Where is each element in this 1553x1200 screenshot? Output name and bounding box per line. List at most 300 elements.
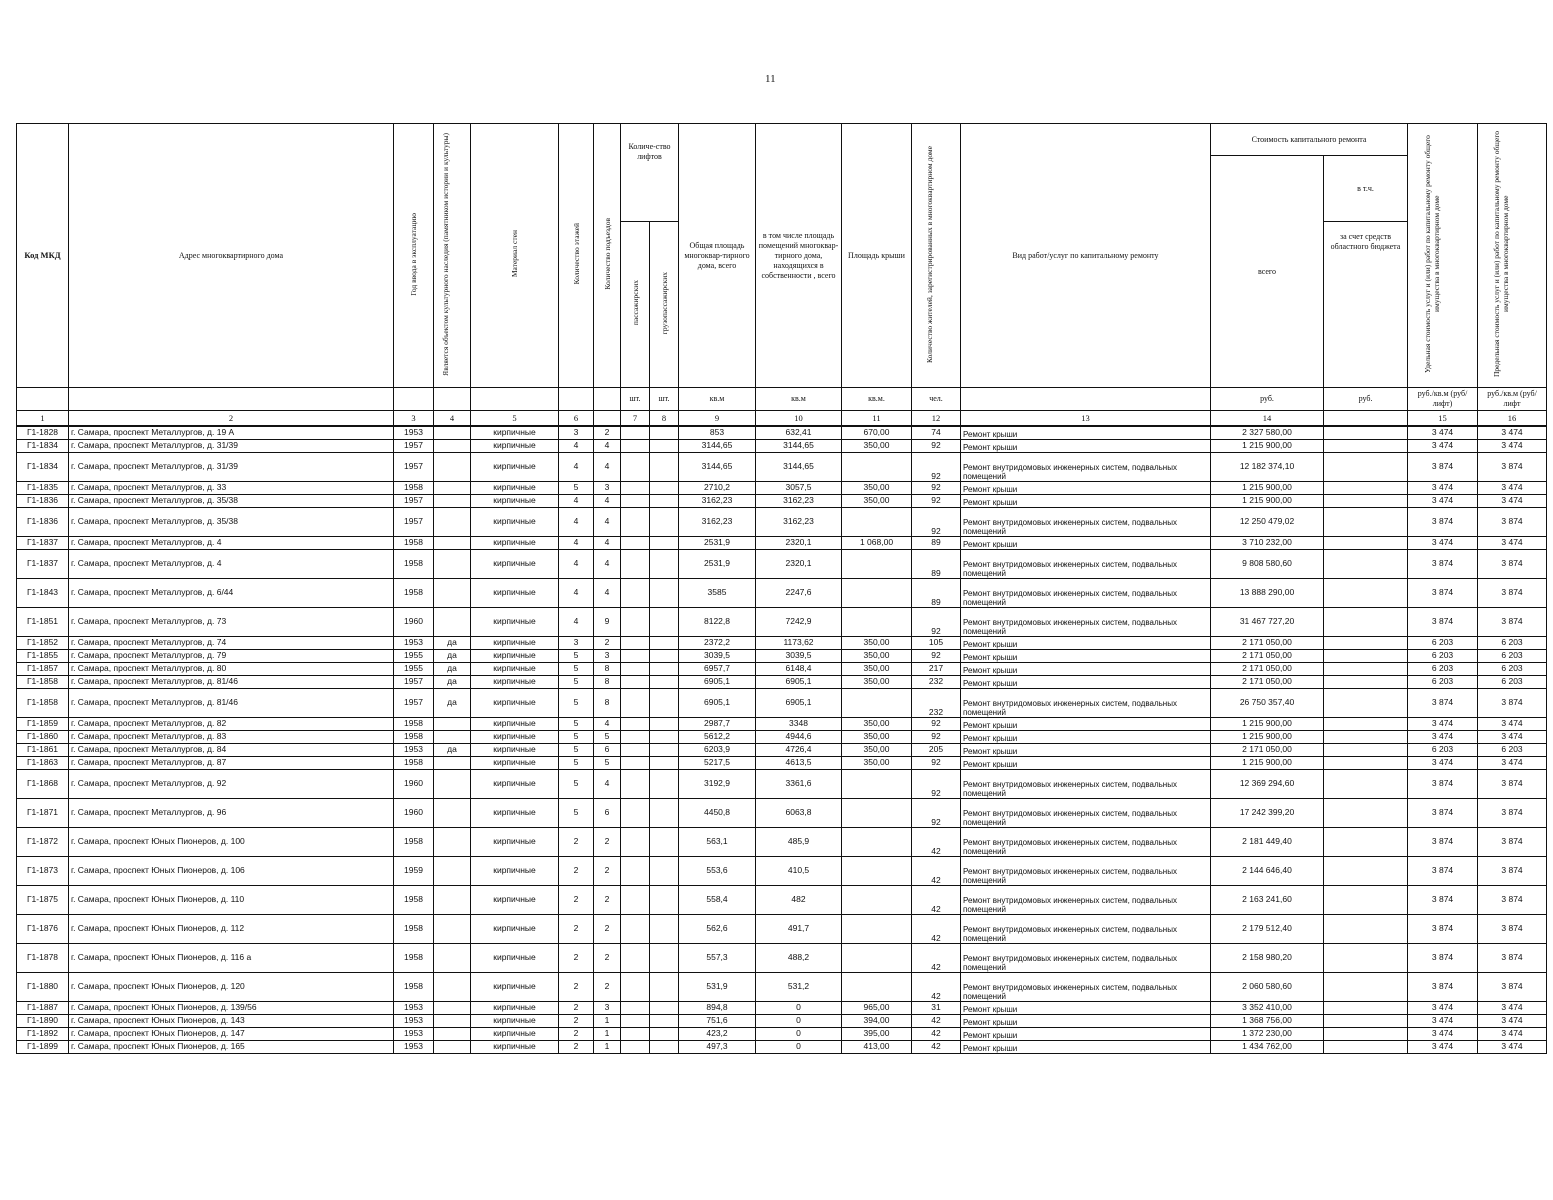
cell-cost-total: 1 215 900,00 bbox=[1211, 482, 1324, 495]
unit-rub: руб. bbox=[1324, 388, 1408, 411]
cell-code: Г1-1852 bbox=[17, 637, 69, 650]
cell-residents: 42 bbox=[912, 1028, 961, 1041]
header-year: Год ввода в эксплуатацию bbox=[394, 124, 434, 388]
cell-year: 1960 bbox=[394, 799, 434, 828]
unit-pcs: шт. bbox=[621, 388, 650, 411]
cell-floors: 2 bbox=[559, 1002, 594, 1015]
cell-unit-cost: 3 874 bbox=[1408, 944, 1478, 973]
cell-cost-total: 2 327 580,00 bbox=[1211, 426, 1324, 440]
header-roof-area: Площадь крыши bbox=[842, 124, 912, 388]
cell-residents: 217 bbox=[912, 663, 961, 676]
cell-roof-area bbox=[842, 915, 912, 944]
header-code: Код МКД bbox=[17, 124, 69, 388]
cell-entrances: 6 bbox=[594, 799, 621, 828]
cell-limit-cost: 3 474 bbox=[1478, 482, 1547, 495]
cell-work-type: Ремонт крыши bbox=[961, 1041, 1211, 1054]
cell-cost-regional bbox=[1324, 718, 1408, 731]
cell-residents: 92 bbox=[912, 650, 961, 663]
cell-residents: 105 bbox=[912, 637, 961, 650]
cell-roof-area bbox=[842, 508, 912, 537]
cell-material: кирпичные bbox=[471, 1002, 559, 1015]
cell-roof-area: 394,00 bbox=[842, 1015, 912, 1028]
cell-cost-regional bbox=[1324, 676, 1408, 689]
header-residents: Количество жителей, зарегистрированных в многоквартирном доме bbox=[912, 124, 961, 388]
cell-floors: 4 bbox=[559, 508, 594, 537]
cell-area-owned: 3144,65 bbox=[756, 453, 842, 482]
cell-cost-regional bbox=[1324, 757, 1408, 770]
cell-unit-cost: 3 874 bbox=[1408, 550, 1478, 579]
cell-lifts-cargo bbox=[650, 650, 679, 663]
cell-cost-regional bbox=[1324, 1015, 1408, 1028]
cell-year: 1960 bbox=[394, 770, 434, 799]
cell-residents: 74 bbox=[912, 426, 961, 440]
cell-unit-cost: 3 874 bbox=[1408, 799, 1478, 828]
table-row bbox=[17, 650, 1547, 663]
cell-material: кирпичные bbox=[471, 1028, 559, 1041]
cell-cost-regional bbox=[1324, 495, 1408, 508]
cell-unit-cost: 3 474 bbox=[1408, 426, 1478, 440]
cell-year: 1957 bbox=[394, 689, 434, 718]
cell-lifts-passenger bbox=[621, 550, 650, 579]
table-row bbox=[17, 579, 1547, 608]
cell-floors: 3 bbox=[559, 426, 594, 440]
cell-roof-area: 350,00 bbox=[842, 650, 912, 663]
cell-entrances: 2 bbox=[594, 828, 621, 857]
table-row bbox=[17, 550, 1547, 579]
cell-roof-area bbox=[842, 689, 912, 718]
cell-lifts-passenger bbox=[621, 453, 650, 482]
column-number: 2 bbox=[69, 411, 394, 427]
cell-lifts-passenger bbox=[621, 744, 650, 757]
cell-roof-area bbox=[842, 770, 912, 799]
cell-floors: 4 bbox=[559, 440, 594, 453]
cell-residents: 92 bbox=[912, 608, 961, 637]
cell-address: г. Самара, проспект Металлургов, д. 83 bbox=[69, 731, 394, 744]
cell-address: г. Самара, проспект Металлургов, д. 92 bbox=[69, 770, 394, 799]
cell-heritage bbox=[434, 453, 471, 482]
cell-material: кирпичные bbox=[471, 663, 559, 676]
cell-lifts-cargo bbox=[650, 495, 679, 508]
cell-heritage: да bbox=[434, 637, 471, 650]
table-row bbox=[17, 757, 1547, 770]
column-number: 11 bbox=[842, 411, 912, 427]
cell-area-owned: 4726,4 bbox=[756, 744, 842, 757]
table-row bbox=[17, 453, 1547, 482]
cell-address: г. Самара, проспект Юных Пионеров, д. 116 а bbox=[69, 944, 394, 973]
cell-area-owned: 0 bbox=[756, 1028, 842, 1041]
cell-code: Г1-1887 bbox=[17, 1002, 69, 1015]
header-lifts-cargo: грузопассажирских bbox=[650, 222, 679, 388]
cell-unit-cost: 3 474 bbox=[1408, 731, 1478, 744]
cell-code: Г1-1855 bbox=[17, 650, 69, 663]
cell-floors: 5 bbox=[559, 689, 594, 718]
cell-area-owned: 6905,1 bbox=[756, 689, 842, 718]
cell-roof-area: 350,00 bbox=[842, 757, 912, 770]
cell-roof-area bbox=[842, 886, 912, 915]
cell-cost-total: 31 467 727,20 bbox=[1211, 608, 1324, 637]
cell-address: г. Самара, проспект Металлургов, д. 74 bbox=[69, 637, 394, 650]
cell-lifts-cargo bbox=[650, 579, 679, 608]
cell-roof-area: 350,00 bbox=[842, 744, 912, 757]
cell-unit-cost: 3 874 bbox=[1408, 915, 1478, 944]
cell-material: кирпичные bbox=[471, 508, 559, 537]
cell-limit-cost: 3 874 bbox=[1478, 944, 1547, 973]
cell-unit-cost: 3 474 bbox=[1408, 1015, 1478, 1028]
cell-roof-area: 350,00 bbox=[842, 495, 912, 508]
cell-heritage: да bbox=[434, 650, 471, 663]
table-row bbox=[17, 886, 1547, 915]
cell-area-total: 6203,9 bbox=[679, 744, 756, 757]
cell-address: г. Самара, проспект Металлургов, д. 35/38 bbox=[69, 495, 394, 508]
table-row bbox=[17, 608, 1547, 637]
cell-floors: 2 bbox=[559, 1041, 594, 1054]
cell-lifts-passenger bbox=[621, 1028, 650, 1041]
cell-area-total: 553,6 bbox=[679, 857, 756, 886]
cell-heritage bbox=[434, 1028, 471, 1041]
cell-cost-regional bbox=[1324, 637, 1408, 650]
cell-floors: 5 bbox=[559, 663, 594, 676]
cell-material: кирпичные bbox=[471, 650, 559, 663]
table-row bbox=[17, 676, 1547, 689]
cell-residents: 42 bbox=[912, 857, 961, 886]
cell-unit-cost: 6 203 bbox=[1408, 676, 1478, 689]
cell-cost-regional bbox=[1324, 440, 1408, 453]
cell-area-owned: 6905,1 bbox=[756, 676, 842, 689]
cell-year: 1957 bbox=[394, 453, 434, 482]
cell-address: г. Самара, проспект Юных Пионеров, д. 112 bbox=[69, 915, 394, 944]
cell-cost-regional bbox=[1324, 1028, 1408, 1041]
cell-entrances: 4 bbox=[594, 579, 621, 608]
cell-address: г. Самара, проспект Металлургов, д. 33 bbox=[69, 482, 394, 495]
cell-floors: 5 bbox=[559, 770, 594, 799]
cell-area-owned: 4944,6 bbox=[756, 731, 842, 744]
cell-work-type: Ремонт крыши bbox=[961, 663, 1211, 676]
cell-cost-total: 1 215 900,00 bbox=[1211, 757, 1324, 770]
cell-year: 1958 bbox=[394, 944, 434, 973]
header-cost-incl: в т.ч. bbox=[1324, 156, 1408, 222]
cell-residents: 232 bbox=[912, 689, 961, 718]
table-row bbox=[17, 973, 1547, 1002]
cell-area-owned: 485,9 bbox=[756, 828, 842, 857]
cell-limit-cost: 3 474 bbox=[1478, 718, 1547, 731]
cell-cost-regional bbox=[1324, 1041, 1408, 1054]
cell-area-total: 2531,9 bbox=[679, 550, 756, 579]
cell-address: г. Самара, проспект Металлургов, д. 19 А bbox=[69, 426, 394, 440]
header-cost-regional: за счет средств областного бюджета bbox=[1324, 222, 1408, 388]
cell-roof-area bbox=[842, 550, 912, 579]
cell-limit-cost: 3 474 bbox=[1478, 495, 1547, 508]
cell-work-type: Ремонт крыши bbox=[961, 482, 1211, 495]
cell-floors: 2 bbox=[559, 828, 594, 857]
unit-rub-m2: руб./кв.м (руб/лифт) bbox=[1408, 388, 1478, 411]
cell-area-total: 3162,23 bbox=[679, 495, 756, 508]
cell-entrances: 4 bbox=[594, 453, 621, 482]
cell-code: Г1-1876 bbox=[17, 915, 69, 944]
cell-area-total: 562,6 bbox=[679, 915, 756, 944]
cell-limit-cost: 3 874 bbox=[1478, 828, 1547, 857]
cell-entrances: 4 bbox=[594, 550, 621, 579]
cell-material: кирпичные bbox=[471, 744, 559, 757]
cell-area-total: 8122,8 bbox=[679, 608, 756, 637]
column-number: 3 bbox=[394, 411, 434, 427]
column-number: 15 bbox=[1408, 411, 1478, 427]
table-row bbox=[17, 537, 1547, 550]
cell-year: 1958 bbox=[394, 550, 434, 579]
column-number: 6 bbox=[559, 411, 594, 427]
cell-work-type: Ремонт внутридомовых инженерных систем, подвальных помещений bbox=[961, 550, 1211, 579]
cell-address: г. Самара, проспект Юных Пионеров, д. 106 bbox=[69, 857, 394, 886]
cell-residents: 92 bbox=[912, 453, 961, 482]
cell-cost-total: 3 710 232,00 bbox=[1211, 537, 1324, 550]
cell-lifts-cargo bbox=[650, 718, 679, 731]
unit-rub: руб. bbox=[1211, 388, 1324, 411]
cell-lifts-cargo bbox=[650, 886, 679, 915]
cell-area-total: 558,4 bbox=[679, 886, 756, 915]
cell-address: г. Самара, проспект Юных Пионеров, д. 165 bbox=[69, 1041, 394, 1054]
cell-year: 1955 bbox=[394, 663, 434, 676]
cell-year: 1953 bbox=[394, 426, 434, 440]
cell-residents: 92 bbox=[912, 731, 961, 744]
cell-cost-total: 9 808 580,60 bbox=[1211, 550, 1324, 579]
cell-unit-cost: 3 474 bbox=[1408, 537, 1478, 550]
cell-roof-area: 413,00 bbox=[842, 1041, 912, 1054]
cell-limit-cost: 3 874 bbox=[1478, 453, 1547, 482]
cell-work-type: Ремонт крыши bbox=[961, 731, 1211, 744]
cell-lifts-passenger bbox=[621, 799, 650, 828]
header-area-total: Общая площадь многоквар-тирного дома, всего bbox=[679, 124, 756, 388]
cell-work-type: Ремонт внутридомовых инженерных систем, подвальных помещений bbox=[961, 915, 1211, 944]
header-cost-total: всего bbox=[1211, 156, 1324, 388]
cell-cost-total: 2 171 050,00 bbox=[1211, 637, 1324, 650]
header-heritage: Является объектом культурного наследия (памятником истории и культуры) bbox=[434, 124, 471, 388]
cell-cost-total: 12 369 294,60 bbox=[1211, 770, 1324, 799]
cell-cost-regional bbox=[1324, 857, 1408, 886]
cell-floors: 2 bbox=[559, 973, 594, 1002]
cell-unit-cost: 6 203 bbox=[1408, 650, 1478, 663]
table-row bbox=[17, 731, 1547, 744]
cell-floors: 2 bbox=[559, 1015, 594, 1028]
cell-year: 1958 bbox=[394, 579, 434, 608]
cell-roof-area bbox=[842, 608, 912, 637]
cell-limit-cost: 3 874 bbox=[1478, 973, 1547, 1002]
cell-lifts-cargo bbox=[650, 453, 679, 482]
cell-year: 1953 bbox=[394, 744, 434, 757]
cell-code: Г1-1899 bbox=[17, 1041, 69, 1054]
cell-lifts-passenger bbox=[621, 637, 650, 650]
cell-code: Г1-1857 bbox=[17, 663, 69, 676]
cell-work-type: Ремонт внутридомовых инженерных систем, подвальных помещений bbox=[961, 770, 1211, 799]
cell-cost-total: 26 750 357,40 bbox=[1211, 689, 1324, 718]
cell-cost-total: 1 215 900,00 bbox=[1211, 440, 1324, 453]
cell-lifts-cargo bbox=[650, 1041, 679, 1054]
cell-unit-cost: 3 874 bbox=[1408, 828, 1478, 857]
cell-residents: 92 bbox=[912, 495, 961, 508]
cell-roof-area: 350,00 bbox=[842, 676, 912, 689]
cell-heritage bbox=[434, 857, 471, 886]
cell-lifts-passenger bbox=[621, 440, 650, 453]
cell-address: г. Самара, проспект Металлургов, д. 79 bbox=[69, 650, 394, 663]
cell-roof-area: 350,00 bbox=[842, 718, 912, 731]
cell-limit-cost: 3 474 bbox=[1478, 1028, 1547, 1041]
cell-cost-total: 1 215 900,00 bbox=[1211, 718, 1324, 731]
cell-material: кирпичные bbox=[471, 731, 559, 744]
cell-material: кирпичные bbox=[471, 757, 559, 770]
cell-lifts-cargo bbox=[650, 1002, 679, 1015]
cell-lifts-cargo bbox=[650, 426, 679, 440]
cell-lifts-cargo bbox=[650, 1028, 679, 1041]
cell-work-type: Ремонт крыши bbox=[961, 1028, 1211, 1041]
cell-work-type: Ремонт крыши bbox=[961, 757, 1211, 770]
cell-heritage bbox=[434, 731, 471, 744]
header-lifts: Количе-ство лифтов bbox=[621, 124, 679, 222]
cell-work-type: Ремонт внутридомовых инженерных систем, подвальных помещений bbox=[961, 579, 1211, 608]
cell-floors: 2 bbox=[559, 886, 594, 915]
cell-cost-total: 2 163 241,60 bbox=[1211, 886, 1324, 915]
cell-heritage bbox=[434, 1015, 471, 1028]
cell-material: кирпичные bbox=[471, 426, 559, 440]
cell-cost-total: 1 434 762,00 bbox=[1211, 1041, 1324, 1054]
cell-year: 1957 bbox=[394, 440, 434, 453]
cell-area-total: 2531,9 bbox=[679, 537, 756, 550]
header-unit-cost: Удельная стоимость услуг и (или) работ по капитальному ремонту общего имущества в многоквартирном доме bbox=[1408, 124, 1478, 388]
table-row bbox=[17, 915, 1547, 944]
cell-heritage bbox=[434, 608, 471, 637]
cell-residents: 42 bbox=[912, 915, 961, 944]
cell-roof-area: 350,00 bbox=[842, 482, 912, 495]
cell-roof-area bbox=[842, 453, 912, 482]
cell-heritage: да bbox=[434, 676, 471, 689]
cell-cost-regional bbox=[1324, 973, 1408, 1002]
cell-cost-total: 2 171 050,00 bbox=[1211, 663, 1324, 676]
header-cost: Стоимость капитального ремонта bbox=[1211, 124, 1408, 156]
cell-work-type: Ремонт внутридомовых инженерных систем, подвальных помещений bbox=[961, 886, 1211, 915]
cell-year: 1958 bbox=[394, 757, 434, 770]
cell-address: г. Самара, проспект Металлургов, д. 73 bbox=[69, 608, 394, 637]
cell-unit-cost: 3 474 bbox=[1408, 482, 1478, 495]
cell-cost-regional bbox=[1324, 453, 1408, 482]
cell-entrances: 2 bbox=[594, 973, 621, 1002]
cell-code: Г1-1835 bbox=[17, 482, 69, 495]
cell-cost-regional bbox=[1324, 799, 1408, 828]
cell-cost-total: 2 179 512,40 bbox=[1211, 915, 1324, 944]
cell-area-owned: 3039,5 bbox=[756, 650, 842, 663]
cell-work-type: Ремонт крыши bbox=[961, 1015, 1211, 1028]
header-work-type: Вид работ/услуг по капитальному ремонту bbox=[961, 124, 1211, 388]
cell-address: г. Самара, проспект Металлургов, д. 82 bbox=[69, 718, 394, 731]
cell-residents: 42 bbox=[912, 973, 961, 1002]
cell-floors: 5 bbox=[559, 757, 594, 770]
cell-material: кирпичные bbox=[471, 676, 559, 689]
cell-area-owned: 6148,4 bbox=[756, 663, 842, 676]
cell-floors: 2 bbox=[559, 857, 594, 886]
cell-address: г. Самара, проспект Металлургов, д. 4 bbox=[69, 537, 394, 550]
table-row bbox=[17, 1028, 1547, 1041]
cell-code: Г1-1836 bbox=[17, 495, 69, 508]
cell-residents: 92 bbox=[912, 770, 961, 799]
table-row bbox=[17, 663, 1547, 676]
cell-area-total: 2987,7 bbox=[679, 718, 756, 731]
cell-heritage: да bbox=[434, 689, 471, 718]
cell-heritage bbox=[434, 1002, 471, 1015]
cell-lifts-cargo bbox=[650, 770, 679, 799]
cell-limit-cost: 3 874 bbox=[1478, 608, 1547, 637]
cell-lifts-passenger bbox=[621, 608, 650, 637]
cell-lifts-cargo bbox=[650, 663, 679, 676]
cell-material: кирпичные bbox=[471, 886, 559, 915]
unit-rub-m2: руб./кв.м (руб/лифт bbox=[1478, 388, 1547, 411]
cell-year: 1958 bbox=[394, 828, 434, 857]
cell-year: 1953 bbox=[394, 1015, 434, 1028]
cell-cost-regional bbox=[1324, 689, 1408, 718]
cell-lifts-passenger bbox=[621, 757, 650, 770]
cell-material: кирпичные bbox=[471, 579, 559, 608]
cell-unit-cost: 6 203 bbox=[1408, 663, 1478, 676]
cell-residents: 42 bbox=[912, 944, 961, 973]
cell-area-total: 2710,2 bbox=[679, 482, 756, 495]
cell-lifts-cargo bbox=[650, 744, 679, 757]
cell-address: г. Самара, проспект Юных Пионеров, д. 147 bbox=[69, 1028, 394, 1041]
table-row bbox=[17, 689, 1547, 718]
cell-limit-cost: 3 874 bbox=[1478, 508, 1547, 537]
cell-limit-cost: 3 874 bbox=[1478, 857, 1547, 886]
cell-roof-area bbox=[842, 828, 912, 857]
cell-work-type: Ремонт крыши bbox=[961, 495, 1211, 508]
cell-residents: 42 bbox=[912, 828, 961, 857]
cell-floors: 5 bbox=[559, 482, 594, 495]
cell-roof-area bbox=[842, 857, 912, 886]
cell-limit-cost: 3 474 bbox=[1478, 1041, 1547, 1054]
cell-lifts-passenger bbox=[621, 770, 650, 799]
cell-heritage: да bbox=[434, 744, 471, 757]
cell-code: Г1-1843 bbox=[17, 579, 69, 608]
cell-heritage bbox=[434, 973, 471, 1002]
cell-entrances: 4 bbox=[594, 718, 621, 731]
cell-material: кирпичные bbox=[471, 440, 559, 453]
cell-year: 1958 bbox=[394, 731, 434, 744]
cell-entrances: 5 bbox=[594, 757, 621, 770]
cell-code: Г1-1837 bbox=[17, 550, 69, 579]
cell-lifts-passenger bbox=[621, 689, 650, 718]
cell-cost-regional bbox=[1324, 426, 1408, 440]
cell-area-total: 3585 bbox=[679, 579, 756, 608]
cell-cost-total: 12 182 374,10 bbox=[1211, 453, 1324, 482]
cell-lifts-passenger bbox=[621, 676, 650, 689]
cell-year: 1958 bbox=[394, 886, 434, 915]
cell-lifts-cargo bbox=[650, 508, 679, 537]
cell-area-total: 3039,5 bbox=[679, 650, 756, 663]
cell-lifts-passenger bbox=[621, 718, 650, 731]
table-row bbox=[17, 440, 1547, 453]
cell-lifts-passenger bbox=[621, 1041, 650, 1054]
header-address: Адрес многоквартирного дома bbox=[69, 124, 394, 388]
table-row bbox=[17, 1041, 1547, 1054]
cell-lifts-cargo bbox=[650, 857, 679, 886]
cell-work-type: Ремонт крыши bbox=[961, 744, 1211, 757]
cell-unit-cost: 3 874 bbox=[1408, 579, 1478, 608]
cell-entrances: 2 bbox=[594, 915, 621, 944]
cell-cost-total: 1 372 230,00 bbox=[1211, 1028, 1324, 1041]
cell-entrances: 4 bbox=[594, 440, 621, 453]
cell-unit-cost: 6 203 bbox=[1408, 637, 1478, 650]
cell-cost-total: 1 215 900,00 bbox=[1211, 495, 1324, 508]
cell-unit-cost: 3 474 bbox=[1408, 718, 1478, 731]
cell-address: г. Самара, проспект Юных Пионеров, д. 120 bbox=[69, 973, 394, 1002]
cell-entrances: 4 bbox=[594, 770, 621, 799]
cell-floors: 4 bbox=[559, 608, 594, 637]
cell-code: Г1-1834 bbox=[17, 440, 69, 453]
cell-lifts-cargo bbox=[650, 440, 679, 453]
cell-address: г. Самара, проспект Металлургов, д. 96 bbox=[69, 799, 394, 828]
